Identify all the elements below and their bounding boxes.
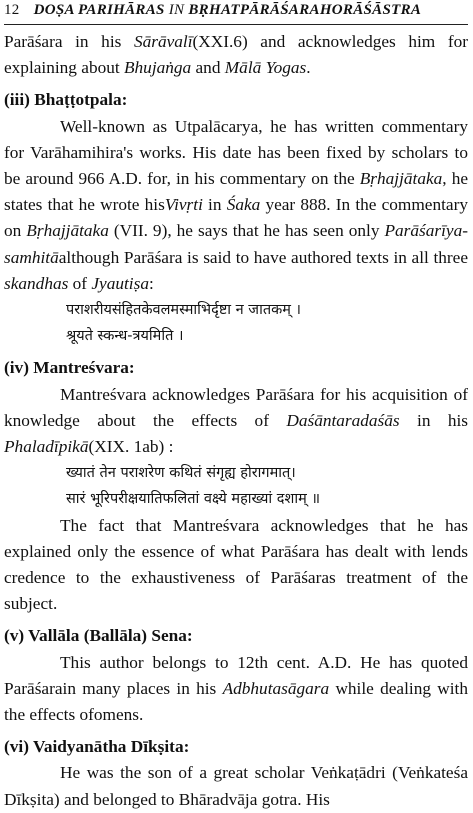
verse-line: ख्यातं तेन पराशरेण कथितं संगृह्य होरागमात्।	[66, 465, 296, 482]
paragraph-exhaustiveness: The fact that Mantreśvara acknowledges that he has explained only the essence of what Parāśara has dealt with lends credence to the exhaustiveness of Parāśaras treatment of the subject.	[4, 515, 468, 614]
heading-vallala-sena: (v) Vallāla (Ballāla) Sena:	[4, 626, 193, 646]
running-title-in: IN	[164, 2, 189, 18]
paragraph-saravali: Parāśara in his Sārāvalī(XXI.6) and acknowledges him for explaining about Bhujaṅga and Mālā Yogas.	[4, 32, 468, 78]
heading-bhattotpala: (iii) Bhaṭṭotpala:	[4, 90, 128, 110]
running-title-part2: BṚHATPĀRĀŚARAHORĀŚĀSTRA	[188, 2, 422, 18]
heading-mantresvara: (iv) Mantreśvara:	[4, 358, 135, 378]
paragraph-vallala-sena: This author belongs to 12th cent. A.D. He has quoted Parāśarain many places in his Adbhutasāgara while dealing with the effects ofomens.	[4, 652, 468, 725]
sanskrit-verse-2	[4, 460, 468, 512]
page-number: 12	[4, 2, 20, 18]
paragraph-mantresvara: Mantreśvara acknowledges Parāśara for his acquisition of knowledge about the effects of Daśāntaradaśās in his Phaladīpikā(XIX. 1ab) :	[4, 384, 469, 457]
running-title	[34, 2, 422, 19]
body-text	[4, 29, 468, 813]
paragraph-bhattotpala: Well-known as Utpalācarya, he has written commentary for Varāhamihira's works. His date has been fixed by scholars to be around 966 A.D. for, in his commentary on the Bṛhajjātaka, he states that he wrote hisVivṛti in Śaka year 888. In the commentary on Bṛhajjātaka (VII. 9), he says that he has seen only Parāśarīya-samhitāalthough Parāśara is said to have authored texts in all three skandhas of Jyautiṣa:	[4, 116, 468, 293]
heading-vaidyanatha: (vi) Vaidyanātha Dīkṣita:	[4, 737, 190, 757]
verse-line: सारं भूरिपरीक्षयातिफलितां वक्ष्ये महाख्यां दशाम् ॥	[66, 491, 321, 508]
verse-line: पराशरीयसंहितकेवलमस्माभिर्दृष्टा न जातकम् ।	[66, 302, 301, 319]
paragraph-vaidyanatha: He was the son of a great scholar Veṅkaṭādri (Veṅkateśa Dīkṣita) and belonged to Bhāradvāja gotra. His	[4, 763, 468, 809]
running-head	[4, 0, 468, 25]
running-title-part1: DOṢA PARIHĀRAS	[33, 2, 165, 18]
verse-line: श्रूयते स्कन्ध-त्रयमिति ।	[66, 328, 184, 345]
sanskrit-verse-1	[4, 297, 468, 349]
